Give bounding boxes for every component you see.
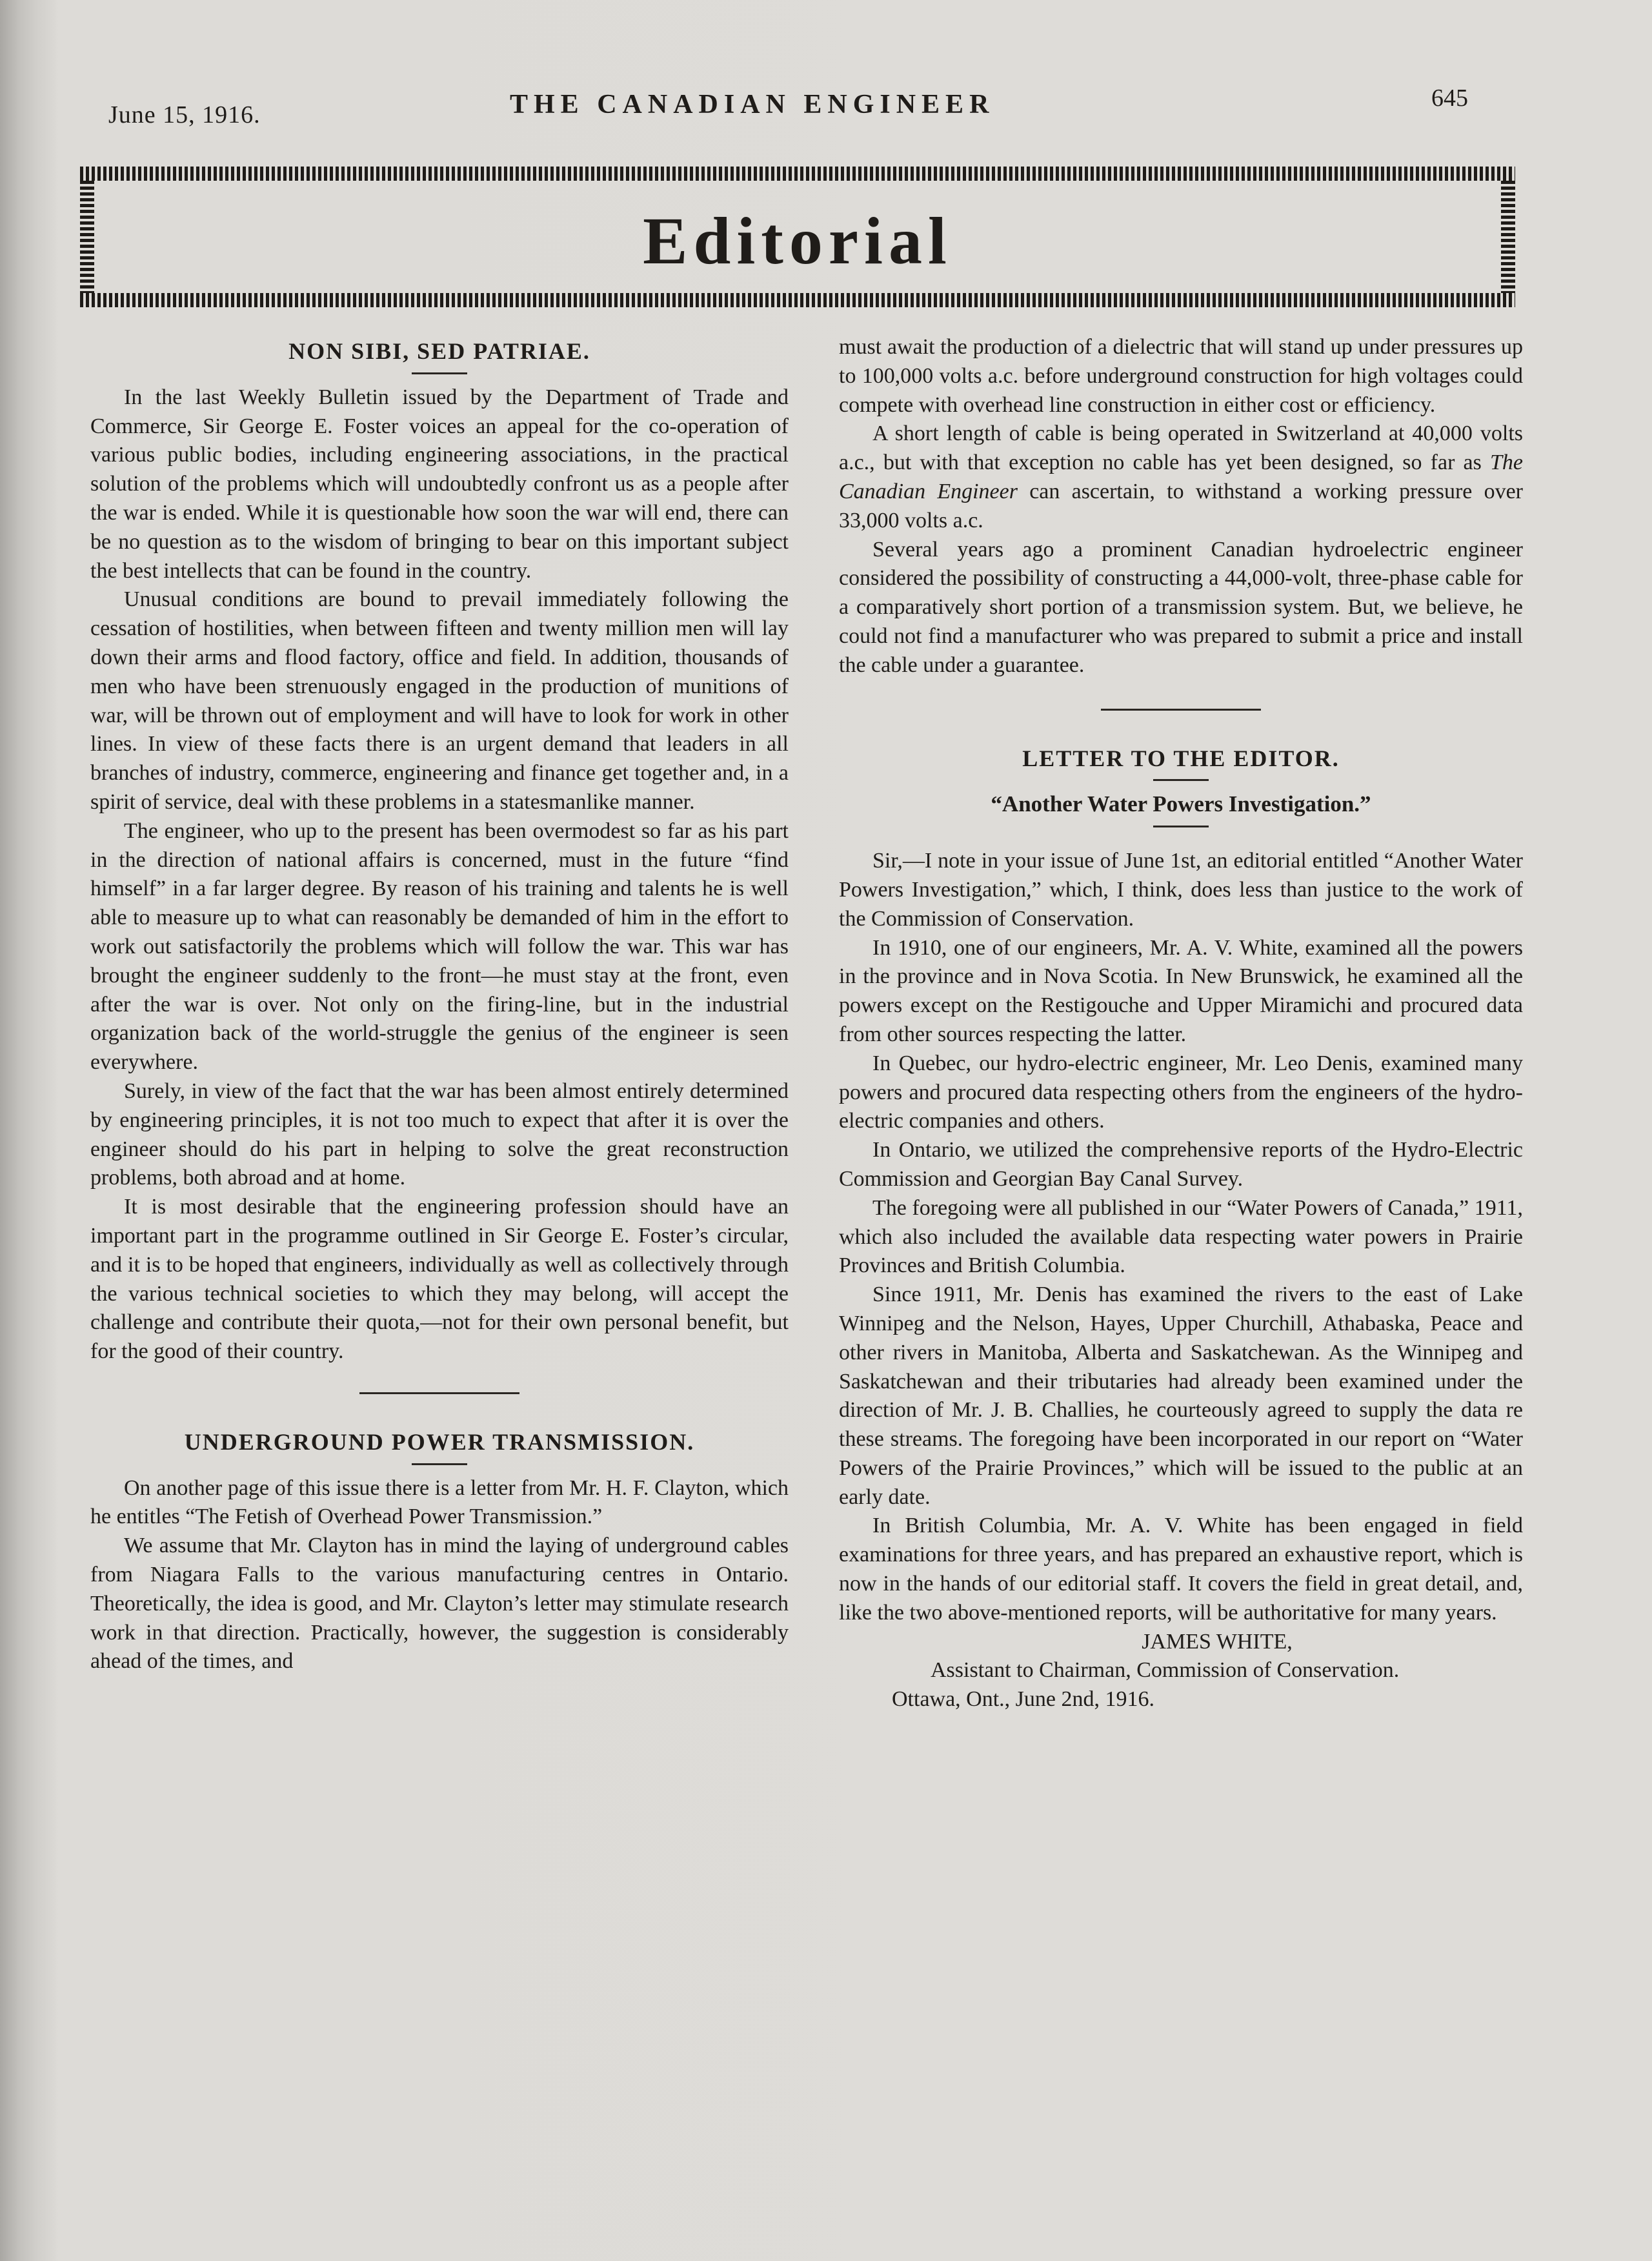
article-paragraph: It is most desirable that the engineering profession should have an important part in the programme outlined in Sir George E. Foster’s circular, and it is to be hoped that engineers, individually as well as collectively through the various technical societies to which they may belong, will accept the challenge and contribute their quota,—not for their own personal benefit, but for the good of their country. <box>90 1195 789 1364</box>
letter-paragraph: In British Columbia, Mr. A. V. White has been engaged in field examinations for three years, and has prepared an exhaustive report, which is now in the hands of our editorial staff. It covers the field in great detail, and, like the two above-mentioned reports, will be authoritative for many years. <box>839 1514 1523 1625</box>
title-rule <box>412 372 467 374</box>
letter-paragraph: Since 1911, Mr. Denis has examined the rivers to the east of Lake Winnipeg and the Nelson, Hayes, Upper Churchill, Athabaska, Peace and other rivers in Manitoba, Alberta and Saskatchewan. As the Winnipeg and Saskatchewan and their tributaries had already been examined under the direction of Mr. J. B. Challies, he courteously agreed to supply the data re these streams. The foregoing have been incorporated in our report on “Water Powers of the Prairie Provinces,” which will be issued to the public at an early date. <box>839 1283 1523 1509</box>
title-rule <box>1153 826 1209 827</box>
article-title: NON SIBI, SED PATRIAE. <box>288 338 590 364</box>
letter-paragraph: In Ontario, we utilized the comprehensive reports of the Hydro-Electric Commission and Georgian Bay Canal Survey. <box>839 1138 1523 1191</box>
article-paragraph: A short length of cable is being operated in Switzerland at 40,000 volts a.c., but with that exception no cable has yet been designed, so far as The Canadian Engineer can ascertain, to withstand a working pressure over 33,000 volts a.c. <box>839 421 1523 532</box>
article-paragraph: Unusual conditions are bound to prevail immediately following the cessation of hostilities, when between fifteen and twenty million men will lay down their arms and flood factory, office and field. In addition, thousands of men who have been strenuously engaged in the production of munitions of war, will be thrown out of employment and will have to look for work in other lines. In view of these facts there is an urgent demand that leaders in all branches of industry, commerce, engineering and finance get together and, in a spirit of service, deal with these problems in a statesmanlike manner. <box>90 587 789 814</box>
article-continuation: must await the production of a dielectric that will stand up under pressures up to 100,000 volts a.c. before underground construction for high voltages could compete with overhead line construction in either cost or efficiency. <box>839 335 1523 417</box>
page-binding-shadow <box>0 0 58 2261</box>
article-title: UNDERGROUND POWER TRANSMISSION. <box>184 1428 695 1455</box>
article-paragraph: On another page of this issue there is a letter from Mr. H. F. Clayton, which he entitles “The Fetish of Overhead Power Transmission.” <box>90 1475 789 1529</box>
signature-title: Assistant to Chairman, Commission of Conservation. <box>931 1658 1400 1683</box>
article-paragraph: We assume that Mr. Clayton has in mind the laying of underground cables from Niagara Falls to the various manufacturing centres in Ontario. Theoretically, the idea is good, and Mr. Clayton’s letter may stimulate research work in that direction. Practically, however, the suggestion is considerably ahead of the times, and <box>90 1534 789 1674</box>
right-column <box>839 333 1523 1714</box>
journal-name-italic: The Canadian Engineer <box>839 451 1523 503</box>
section-title: Editorial <box>643 204 952 278</box>
letter-heading: LETTER TO THE EDITOR. <box>1022 745 1340 771</box>
banner-top-rule <box>80 167 1515 181</box>
page-number: 645 <box>1431 85 1468 112</box>
letter-subtitle: “Another Water Powers Investigation.” <box>991 791 1371 817</box>
article-paragraph: The engineer, who up to the present has been overmodest so far as his part in the direction of national affairs is concerned, must in the future “find himself” in a far larger degree. By reason of his training and talents he is well able to measure up to what can reasonably be demanded of him in the effort to work out satisfactorily the problems which will follow the war. This war has brought the engineer suddenly to the front—he must stay at the front, even after the war is over. Not only on the firing-line, but in the industrial organization back of the world-struggle the genius of the engineer is seen everywhere. <box>90 818 789 1075</box>
article-paragraph: Several years ago a prominent Canadian hydroelectric engineer considered the possibility of constructing a 44,000-volt, three-phase cable for a comparatively short portion of a transmission system. But, we believe, he could not find a manufacturer who was prepared to submit a price and install the cable under a guarantee. <box>839 537 1523 677</box>
editorial-banner <box>80 167 1515 307</box>
letter-paragraph: In Quebec, our hydro-electric engineer, Mr. Leo Denis, examined many powers and procured data respecting others from the engineers of the hydro-electric companies and others. <box>839 1051 1523 1133</box>
signature: JAMES WHITE, <box>1142 1629 1293 1654</box>
title-rule <box>412 1463 467 1465</box>
article-paragraph: In the last Weekly Bulletin issued by the Department of Trade and Commerce, Sir George E. Foster voices an appeal for the co-operation of various public bodies, including engineering associations, in the practical solution of the problems which will undoubtedly confront us as a people after the war is ended. While it is questionable how soon the war will end, there can be no question as to the wisdom of bringing to bear on this important subject the best intellects that can be found in the country. <box>90 385 789 583</box>
journal-title: THE CANADIAN ENGINEER <box>510 90 995 119</box>
banner-bottom-rule <box>80 293 1515 307</box>
place-date: Ottawa, Ont., June 2nd, 1916. <box>892 1687 1155 1712</box>
letter-paragraph: In 1910, one of our engineers, Mr. A. V. White, examined all the powers in the province and in Nova Scotia. In New Brunswick, he examined all the powers except on the Restigouche and Upper Miramichi and procured data from other sources respecting the latter. <box>839 935 1523 1046</box>
letter-paragraph: The foregoing were all published in our “Water Powers of Canada,” 1911, which also included the available data respecting water powers in Prairie Provinces and British Columbia. <box>839 1195 1523 1278</box>
issue-date: June 15, 1916. <box>108 101 261 128</box>
title-rule <box>1153 779 1209 781</box>
article-paragraph: Surely, in view of the fact that the war has been almost entirely determined by engineering principles, it is not too much to expect that after it is over the engineer should do his part in helping to solve the great reconstruction problems, both abroad and at home. <box>90 1079 789 1190</box>
left-column <box>90 337 789 1676</box>
running-header <box>0 84 1652 129</box>
letter-paragraph: Sir,—I note in your issue of June 1st, an editorial entitled “Another Water Powers Investigation,” which, I think, does less than justice to the work of the Commission of Conservation. <box>839 849 1523 931</box>
